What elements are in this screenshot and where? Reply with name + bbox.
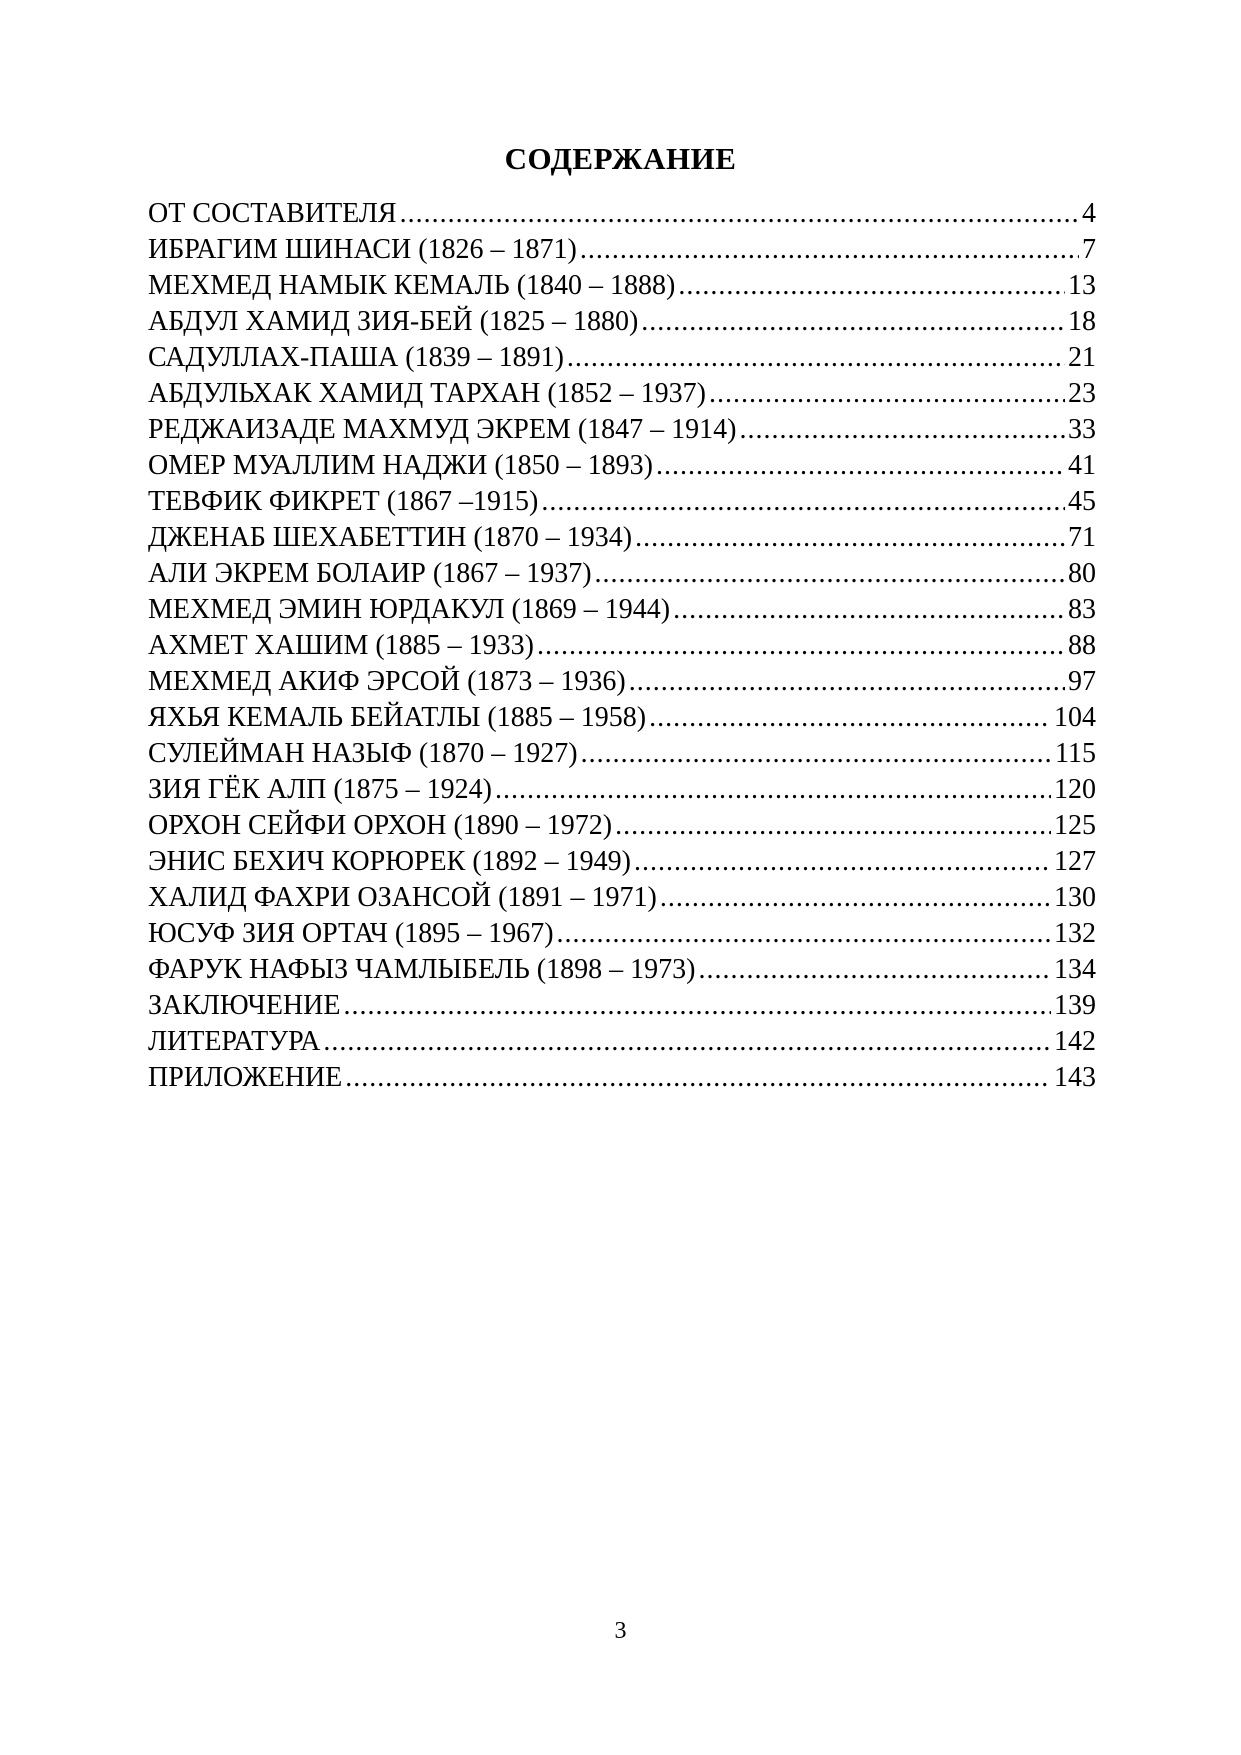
toc-entry-title: МЕХМЕД АКИФ ЭРСОЙ (1873 – 1936) — [148, 666, 626, 697]
toc-entry-page: 132 — [1054, 918, 1096, 949]
toc-entry-page: 134 — [1054, 954, 1096, 985]
toc-leader-dots — [678, 268, 1065, 304]
toc-entry-page: 7 — [1082, 234, 1096, 265]
toc-entry-title: ХАЛИД ФАХРИ ОЗАНСОЙ (1891 – 1971) — [148, 882, 657, 913]
toc-leader-dots — [656, 448, 1065, 484]
toc-leader-dots — [567, 340, 1065, 376]
toc-entry-title: РЕДЖАИЗАДЕ МАХМУД ЭКРЕМ (1847 – 1914) — [148, 414, 737, 445]
toc-leader-dots — [541, 484, 1065, 520]
toc-entry[interactable] — [148, 880, 1096, 916]
toc-entry-page: 21 — [1068, 342, 1096, 373]
toc-leader-dots — [615, 808, 1051, 844]
toc-leader-dots — [323, 1024, 1051, 1060]
toc-entry-page: 127 — [1054, 846, 1096, 877]
toc-leader-dots — [345, 1060, 1051, 1096]
toc-entry-title: ИБРАГИМ ШИНАСИ (1826 – 1871) — [148, 234, 577, 265]
toc-entry[interactable] — [148, 1060, 1096, 1096]
toc-leader-dots — [595, 556, 1065, 592]
toc-entry-page: 115 — [1055, 738, 1096, 769]
toc-entry[interactable] — [148, 232, 1096, 268]
toc-entry-page: 18 — [1068, 306, 1096, 337]
toc-entry[interactable] — [148, 448, 1096, 484]
toc-entry-title: ДЖЕНАБ ШЕХАБЕТТИН (1870 – 1934) — [148, 522, 633, 553]
toc-leader-dots — [635, 520, 1065, 556]
toc-entry-page: 139 — [1054, 990, 1096, 1021]
toc-entry-title: ЮСУФ ЗИЯ ОРТАЧ (1895 – 1967) — [148, 918, 554, 949]
toc-leader-dots — [649, 700, 1051, 736]
toc-entry-title: МЕХМЕД ЭМИН ЮРДАКУЛ (1869 – 1944) — [148, 594, 671, 625]
toc-entry[interactable] — [148, 1024, 1096, 1060]
toc-leader-dots — [634, 844, 1051, 880]
toc-entry[interactable] — [148, 268, 1096, 304]
toc-entry-title: АБДУЛ ХАМИД ЗИЯ-БЕЙ (1825 – 1880) — [148, 306, 639, 337]
toc-entry-page: 130 — [1054, 882, 1096, 913]
toc-entry-title: ЛИТЕРАТУРА — [148, 1026, 321, 1057]
toc-entry-title: ОТ СОСТАВИТЕЛЯ — [148, 198, 397, 229]
toc-entry-page: 125 — [1054, 810, 1096, 841]
toc-entry[interactable] — [148, 592, 1096, 628]
toc-entry-title: ЯХЬЯ КЕМАЛЬ БЕЙАТЛЫ (1885 – 1958) — [148, 702, 647, 733]
toc-leader-dots — [581, 736, 1052, 772]
toc-leader-dots — [709, 376, 1065, 412]
toc-entry[interactable] — [148, 844, 1096, 880]
toc-entry-title: МЕХМЕД НАМЫК КЕМАЛЬ (1840 – 1888) — [148, 270, 676, 301]
toc-entry-page: 120 — [1054, 774, 1096, 805]
toc-entry-page: 4 — [1082, 198, 1096, 229]
toc-entry[interactable] — [148, 412, 1096, 448]
toc-leader-dots — [537, 628, 1065, 664]
toc-leader-dots — [495, 772, 1051, 808]
toc-entry[interactable] — [148, 988, 1096, 1024]
toc-entry-title: ОМЕР МУАЛЛИМ НАДЖИ (1850 – 1893) — [148, 450, 653, 481]
toc-entry[interactable] — [148, 772, 1096, 808]
toc-entry-page: 41 — [1068, 450, 1096, 481]
toc-entry-page: 80 — [1068, 558, 1096, 589]
toc-leader-dots — [580, 232, 1079, 268]
toc-leader-dots — [400, 196, 1079, 232]
toc-entry-title: ОРХОН СЕЙФИ ОРХОН (1890 – 1972) — [148, 810, 613, 841]
toc-leader-dots — [343, 988, 1051, 1024]
toc-entry-title: АЛИ ЭКРЕМ БОЛАИР (1867 – 1937) — [148, 558, 592, 589]
toc-entry-title: АБДУЛЬХАК ХАМИД ТАРХАН (1852 – 1937) — [148, 378, 707, 409]
toc-leader-dots — [673, 592, 1065, 628]
toc-entry-page: 143 — [1054, 1062, 1096, 1093]
toc-entry-page: 45 — [1068, 486, 1096, 517]
toc-entry-title: ФАРУК НАФЫЗ ЧАМЛЫБЕЛЬ (1898 – 1973) — [148, 954, 696, 985]
toc-entry-page: 33 — [1068, 414, 1096, 445]
toc-entry-title: ЗИЯ ГЁК АЛП (1875 – 1924) — [148, 774, 492, 805]
toc-entry-title: САДУЛЛАХ-ПАША (1839 – 1891) — [148, 342, 564, 373]
toc-entry[interactable] — [148, 736, 1096, 772]
table-of-contents — [148, 196, 1096, 1096]
toc-entry-title: АХМЕТ ХАШИМ (1885 – 1933) — [148, 630, 534, 661]
toc-entry-title: СУЛЕЙМАН НАЗЫФ (1870 – 1927) — [148, 738, 578, 769]
toc-entry-page: 142 — [1054, 1026, 1096, 1057]
toc-entry[interactable] — [148, 304, 1096, 340]
toc-leader-dots — [557, 916, 1051, 952]
toc-leader-dots — [739, 412, 1065, 448]
toc-entry-title: ТЕВФИК ФИКРЕТ (1867 –1915) — [148, 486, 539, 517]
toc-entry[interactable] — [148, 556, 1096, 592]
toc-entry[interactable] — [148, 700, 1096, 736]
toc-entry[interactable] — [148, 340, 1096, 376]
toc-entry[interactable] — [148, 196, 1096, 232]
toc-leader-dots — [629, 664, 1065, 700]
toc-leader-dots — [641, 304, 1065, 340]
toc-entry[interactable] — [148, 952, 1096, 988]
toc-entry[interactable] — [148, 916, 1096, 952]
toc-entry-page: 88 — [1068, 630, 1096, 661]
toc-entry[interactable] — [148, 808, 1096, 844]
page-title: СОДЕРЖАНИЕ — [504, 140, 737, 176]
toc-entry-page: 23 — [1068, 378, 1096, 409]
toc-entry[interactable] — [148, 484, 1096, 520]
toc-entry-page: 71 — [1068, 522, 1096, 553]
toc-leader-dots — [660, 880, 1051, 916]
toc-leader-dots — [698, 952, 1051, 988]
toc-entry[interactable] — [148, 664, 1096, 700]
toc-entry-title: ПРИЛОЖЕНИЕ — [148, 1062, 343, 1093]
toc-entry-page: 104 — [1054, 702, 1096, 733]
toc-entry-title: ЗАКЛЮЧЕНИЕ — [148, 990, 341, 1021]
toc-entry-page: 83 — [1068, 594, 1096, 625]
toc-entry[interactable] — [148, 520, 1096, 556]
toc-entry-title: ЭНИС БЕХИЧ КОРЮРЕК (1892 – 1949) — [148, 846, 631, 877]
toc-entry-page: 13 — [1068, 270, 1096, 301]
toc-entry[interactable] — [148, 628, 1096, 664]
toc-entry[interactable] — [148, 376, 1096, 412]
page-number: 3 — [614, 1618, 627, 1644]
toc-entry-page: 97 — [1068, 666, 1096, 697]
